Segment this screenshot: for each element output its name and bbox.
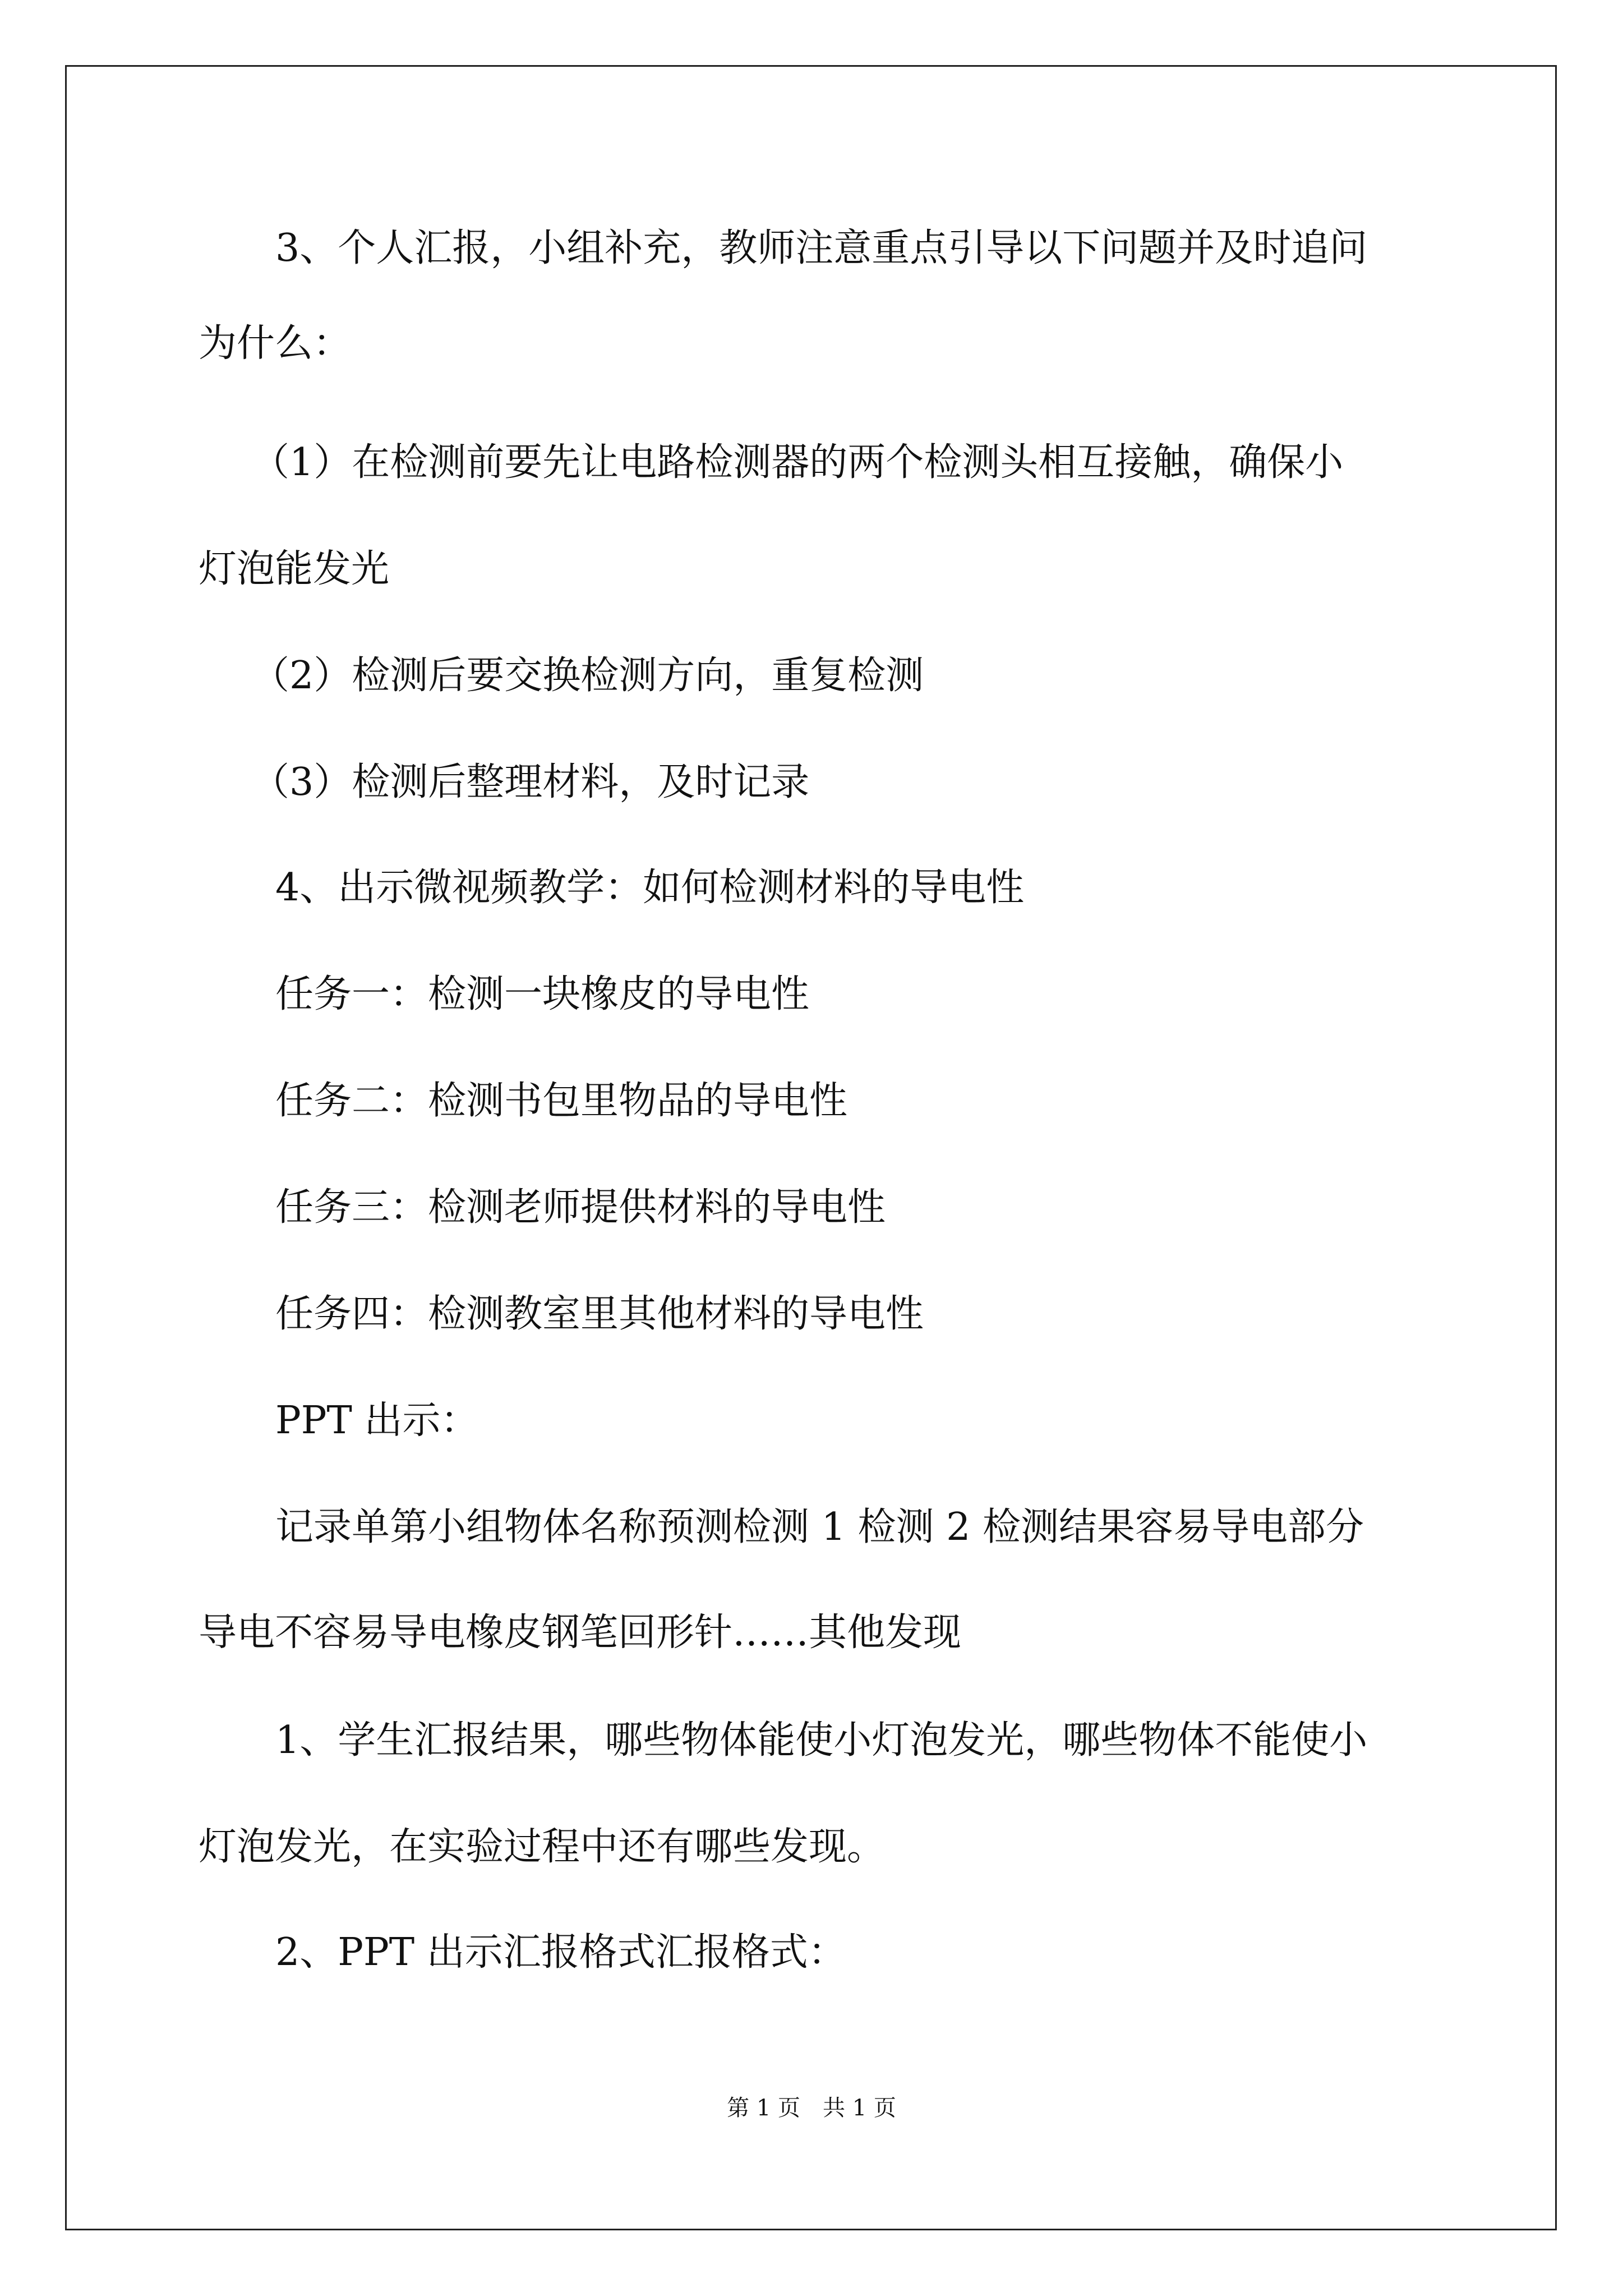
paragraph-line: 导电不容易导电橡皮钢笔回形针……其他发现 <box>199 1611 962 1655</box>
paragraph-line: 2、PPT 出示汇报格式汇报格式： <box>275 1930 846 1975</box>
paragraph-line: PPT 出示： <box>275 1398 479 1443</box>
paragraph-line: 记录单第小组物体名称预测检测 1 检测 2 检测结果容易导电部分 <box>275 1505 1364 1549</box>
paragraph-line: （1）在检测前要先让电路检测器的两个检测头相互接触，确保小 <box>251 440 1344 485</box>
paragraph-line: 灯泡发光，在实验过程中还有哪些发现。 <box>199 1825 886 1869</box>
page-number: 第 1 页 共 1 页 <box>727 2095 896 2121</box>
paragraph-line: 任务四：检测教室里其他材料的导电性 <box>275 1292 924 1336</box>
paragraph-line: 1、学生汇报结果，哪些物体能使小灯泡发光，哪些物体不能使小 <box>275 1718 1368 1763</box>
paragraph-line: 任务一：检测一块橡皮的导电性 <box>275 972 810 1016</box>
paragraph-line: 任务二：检测书包里物品的导电性 <box>275 1079 848 1123</box>
paragraph-line: 为什么： <box>199 321 352 366</box>
paragraph-line: 3、个人汇报，小组补充，教师注意重点引导以下问题并及时追问 <box>275 226 1368 270</box>
paragraph-line: （2）检测后要交换检测方向，重复检测 <box>251 654 924 698</box>
page-border <box>65 65 1557 2230</box>
paragraph-line: 任务三：检测老师提供材料的导电性 <box>275 1185 886 1230</box>
paragraph-line: 4、出示微视频教学：如何检测材料的导电性 <box>275 866 1025 910</box>
paragraph-line: 灯泡能发光 <box>199 547 390 591</box>
paragraph-line: （3）检测后整理材料，及时记录 <box>251 760 810 804</box>
